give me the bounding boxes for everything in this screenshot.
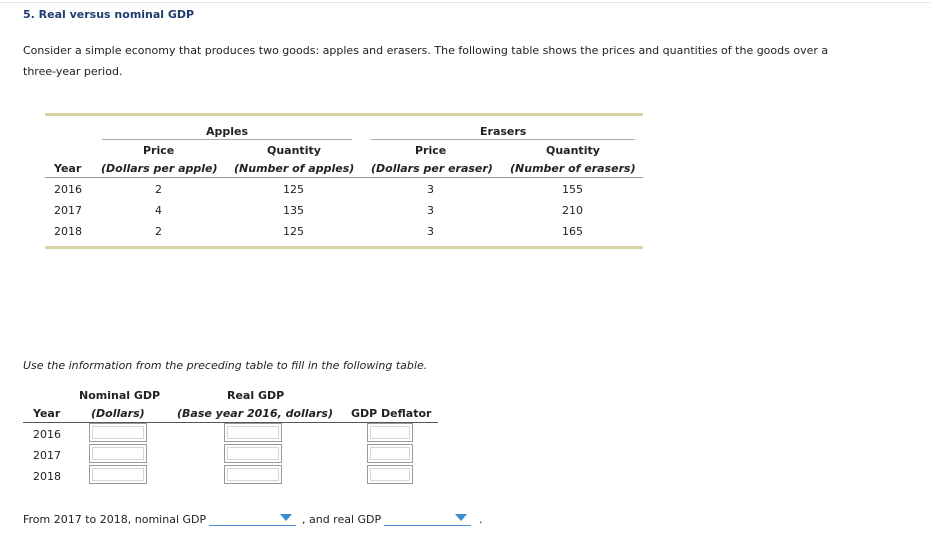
nominal-gdp-unit: (Dollars) bbox=[91, 407, 145, 420]
eraser-quantity-header: Quantity bbox=[546, 144, 600, 157]
row-eraser-price: 3 bbox=[427, 204, 434, 217]
nominal-gdp-change-dropdown[interactable] bbox=[209, 511, 296, 526]
year-label: 2017 bbox=[33, 449, 61, 462]
eraser-quantity-unit: (Number of erasers) bbox=[510, 162, 636, 175]
year-header: Year bbox=[33, 407, 61, 420]
row-eraser-price: 3 bbox=[427, 225, 434, 238]
erasers-group-rule bbox=[371, 139, 635, 140]
row-apple-qty: 125 bbox=[283, 225, 304, 238]
question-title: 5. Real versus nominal GDP bbox=[23, 8, 195, 21]
question-intro: Consider a simple economy that produces two goods: apples and erasers. The following table shows the prices and quantities of the goods over a three-year period. bbox=[23, 44, 829, 78]
row-apple-price: 2 bbox=[155, 225, 162, 238]
real-gdp-2016-input[interactable] bbox=[224, 423, 282, 442]
eraser-price-unit: (Dollars per eraser) bbox=[371, 162, 493, 175]
nominal-gdp-header: Nominal GDP bbox=[79, 389, 161, 402]
real-gdp-2017-input[interactable] bbox=[224, 444, 282, 463]
table-top-rule bbox=[45, 113, 643, 116]
row-year: 2018 bbox=[54, 225, 82, 238]
row-eraser-qty: 155 bbox=[562, 183, 583, 196]
nominal-gdp-2016-input[interactable] bbox=[89, 423, 147, 442]
year-label: 2016 bbox=[33, 428, 61, 441]
year-header: Year bbox=[54, 162, 82, 175]
prices-quantities-table bbox=[45, 113, 643, 249]
top-divider bbox=[0, 2, 930, 3]
eraser-price-header: Price bbox=[415, 144, 447, 157]
header-rule bbox=[45, 177, 643, 178]
group-header-erasers: Erasers bbox=[480, 125, 527, 138]
gdp-deflator-2018-input[interactable] bbox=[367, 465, 413, 484]
row-apple-qty: 125 bbox=[283, 183, 304, 196]
row-year: 2017 bbox=[54, 204, 82, 217]
dropdown-caret-icon bbox=[280, 514, 292, 521]
row-eraser-qty: 165 bbox=[562, 225, 583, 238]
row-eraser-price: 3 bbox=[427, 183, 434, 196]
table-bottom-rule bbox=[45, 246, 643, 249]
row-apple-price: 2 bbox=[155, 183, 162, 196]
apple-price-unit: (Dollars per apple) bbox=[101, 162, 218, 175]
apple-price-header: Price bbox=[143, 144, 175, 157]
apple-quantity-header: Quantity bbox=[267, 144, 321, 157]
nominal-gdp-2018-input[interactable] bbox=[89, 465, 147, 484]
gdp-deflator-2016-input[interactable] bbox=[367, 423, 413, 442]
real-gdp-2018-input[interactable] bbox=[224, 465, 282, 484]
group-header-apples: Apples bbox=[206, 125, 249, 138]
gdp-deflator-2017-input[interactable] bbox=[367, 444, 413, 463]
real-gdp-change-dropdown[interactable] bbox=[384, 511, 471, 526]
dropdown-caret-icon bbox=[455, 514, 467, 521]
year-label: 2018 bbox=[33, 470, 61, 483]
row-apple-price: 4 bbox=[155, 204, 162, 217]
row-year: 2016 bbox=[54, 183, 82, 196]
sentence-part-2: , and real GDP bbox=[302, 513, 382, 526]
row-apple-qty: 135 bbox=[283, 204, 304, 217]
apple-quantity-unit: (Number of apples) bbox=[234, 162, 355, 175]
real-gdp-unit: (Base year 2016, dollars) bbox=[177, 407, 333, 420]
apples-group-rule bbox=[102, 139, 352, 140]
instruction-text: Use the information from the preceding table to fill in the following table. bbox=[23, 359, 428, 372]
nominal-gdp-2017-input[interactable] bbox=[89, 444, 147, 463]
sentence-part-1: From 2017 to 2018, nominal GDP bbox=[23, 513, 207, 526]
gdp-deflator-header: GDP Deflator bbox=[351, 407, 432, 420]
real-gdp-header: Real GDP bbox=[227, 389, 285, 402]
row-eraser-qty: 210 bbox=[562, 204, 583, 217]
sentence-part-3: . bbox=[479, 513, 483, 526]
